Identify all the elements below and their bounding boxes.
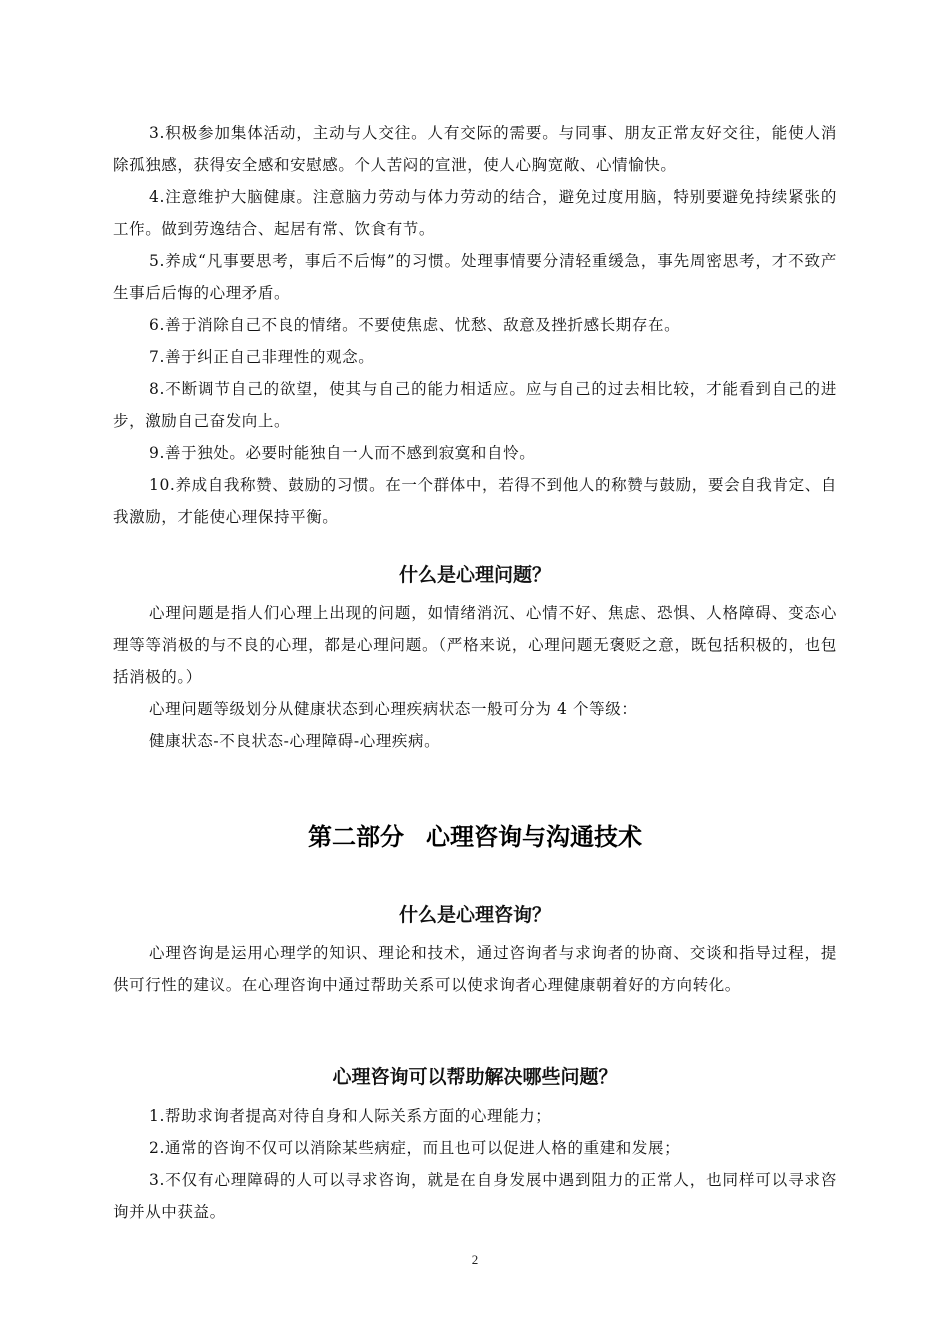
page-number: 2 <box>471 1252 479 1267</box>
list-item: 3.不仅有心理障碍的人可以寻求咨询，就是在自身发展中遇到阻力的正常人，也同样可以寻求咨询并从中获益。 <box>113 1171 837 1221</box>
section-heading: 什么是心理问题？ <box>398 564 551 586</box>
part-title-text: 心理咨询与沟通技术 <box>426 823 642 851</box>
list-item: 9.善于独处。必要时能独自一人而不感到寂寞和自怜。 <box>149 444 536 462</box>
list-item: 1.帮助求询者提高对待自身和人际关系方面的心理能力； <box>149 1107 552 1125</box>
list-item: 5.养成“凡事要思考，事后不后悔”的习惯。处理事情要分清轻重缓急，事先周密思考，才不致产生事后后悔的心理矛盾。 <box>113 252 837 302</box>
paragraph: 健康状态-不良状态-心理障碍-心理疾病。 <box>149 732 441 750</box>
list-item: 4.注意维护大脑健康。注意脑力劳动与体力劳动的结合，避免过度用脑，特别要避免持续紧张的工作。做到劳逸结合、起居有常、饮食有节。 <box>113 188 837 238</box>
section-heading: 心理咨询可以帮助解决哪些问题？ <box>332 1066 618 1088</box>
part-label: 第二部分 <box>308 823 404 851</box>
list-item: 7.善于纠正自己非理性的观念。 <box>149 348 375 366</box>
list-item: 3.积极参加集体活动，主动与人交往。人有交际的需要。与同事、朋友正常友好交往，能使人消除孤独感，获得安全感和安慰感。个人苦闷的宣泄，使人心胸宽敞、心情愉快。 <box>113 124 837 174</box>
list-item: 10.养成自我称赞、鼓励的习惯。在一个群体中，若得不到他人的称赞与鼓励，要会自我肯定、自我激励，才能使心理保持平衡。 <box>113 476 837 526</box>
part-title <box>0 822 950 852</box>
list-item: 6.善于消除自己不良的情绪。不要使焦虑、忧愁、敌意及挫折感长期存在。 <box>149 316 681 334</box>
paragraph: 心理问题是指人们心理上出现的问题，如情绪消沉、心情不好、焦虑、恐惧、人格障碍、变态心理等等消极的与不良的心理，都是心理问题。（严格来说，心理问题无褒贬之意，既包括积极的，也包括消极的。） <box>113 604 837 686</box>
paragraph: 心理问题等级划分从健康状态到心理疾病状态一般可分为 4 个等级： <box>149 700 638 718</box>
list-item: 8.不断调节自己的欲望，使其与自己的能力相适应。应与自己的过去相比较，才能看到自己的进步，激励自己奋发向上。 <box>113 380 837 430</box>
paragraph: 心理咨询是运用心理学的知识、理论和技术，通过咨询者与求询者的协商、交谈和指导过程，提供可行性的建议。在心理咨询中通过帮助关系可以使求询者心理健康朝着好的方向转化。 <box>113 944 837 994</box>
list-item: 2.通常的咨询不仅可以消除某些病症，而且也可以促进人格的重建和发展； <box>149 1139 681 1157</box>
section-heading: 什么是心理咨询？ <box>398 904 551 926</box>
